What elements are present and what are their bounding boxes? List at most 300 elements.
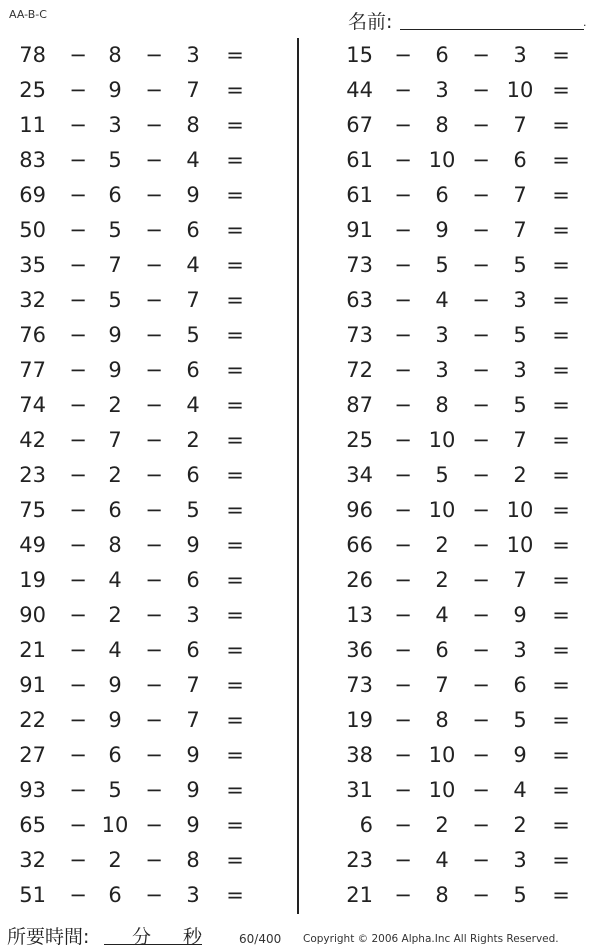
subtrahend-2: 6 — [186, 358, 200, 382]
minus-sign: − — [472, 778, 490, 802]
minuend: 36 — [346, 638, 373, 662]
minuend: 74 — [19, 393, 46, 417]
problem-row — [0, 143, 280, 178]
minus-sign: − — [69, 113, 87, 137]
minuend: 34 — [346, 463, 373, 487]
problem-row — [320, 353, 600, 388]
minus-sign: − — [472, 673, 490, 697]
subtrahend-1: 8 — [108, 43, 122, 67]
minuend: 63 — [346, 288, 373, 312]
problem-row — [320, 108, 600, 143]
problem-row — [320, 563, 600, 598]
equals-sign: = — [552, 113, 570, 137]
equals-sign: = — [552, 43, 570, 67]
equals-sign: = — [552, 813, 570, 837]
subtrahend-2: 8 — [186, 848, 200, 872]
subtrahend-2: 7 — [513, 568, 527, 592]
minus-sign: − — [145, 463, 163, 487]
minus-sign: − — [472, 568, 490, 592]
problem-row — [320, 843, 600, 878]
minus-sign: − — [69, 603, 87, 627]
minuend: 76 — [19, 323, 46, 347]
minus-sign: − — [394, 78, 412, 102]
subtrahend-2: 7 — [513, 113, 527, 137]
name-label: 名前: — [348, 11, 393, 33]
subtrahend-1: 2 — [108, 463, 122, 487]
minus-sign: − — [472, 498, 490, 522]
minuend: 49 — [19, 533, 46, 557]
minuend: 87 — [346, 393, 373, 417]
subtrahend-2: 3 — [513, 358, 527, 382]
minus-sign: − — [472, 533, 490, 557]
minus-sign: − — [472, 148, 490, 172]
subtrahend-1: 4 — [435, 848, 449, 872]
equals-sign: = — [226, 673, 244, 697]
equals-sign: = — [552, 883, 570, 907]
minus-sign: − — [145, 78, 163, 102]
subtrahend-2: 3 — [186, 43, 200, 67]
equals-sign: = — [552, 568, 570, 592]
subtrahend-2: 3 — [513, 43, 527, 67]
minus-sign: − — [69, 498, 87, 522]
minus-sign: − — [145, 288, 163, 312]
minus-sign: − — [472, 848, 490, 872]
problem-row — [320, 528, 600, 563]
subtrahend-1: 9 — [108, 708, 122, 732]
equals-sign: = — [552, 638, 570, 662]
subtrahend-2: 6 — [186, 463, 200, 487]
name-underline — [400, 29, 584, 30]
equals-sign: = — [552, 148, 570, 172]
minuend: 23 — [19, 463, 46, 487]
problem-row — [320, 143, 600, 178]
subtrahend-1: 10 — [428, 743, 456, 767]
problem-row — [0, 598, 280, 633]
minus-sign: − — [69, 393, 87, 417]
minus-sign: − — [69, 78, 87, 102]
problem-row — [0, 703, 280, 738]
subtrahend-1: 10 — [428, 778, 456, 802]
subtrahend-1: 3 — [435, 323, 449, 347]
minus-sign: − — [69, 218, 87, 242]
subtrahend-1: 2 — [435, 813, 449, 837]
subtrahend-1: 8 — [435, 883, 449, 907]
problem-row — [0, 878, 280, 913]
subtrahend-1: 4 — [435, 603, 449, 627]
minus-sign: − — [472, 708, 490, 732]
subtrahend-1: 8 — [108, 533, 122, 557]
minus-sign: − — [472, 813, 490, 837]
minus-sign: − — [69, 148, 87, 172]
minuend: 13 — [346, 603, 373, 627]
subtrahend-2: 8 — [186, 113, 200, 137]
subtrahend-1: 2 — [108, 848, 122, 872]
subtrahend-1: 5 — [435, 253, 449, 277]
subtrahend-2: 9 — [513, 603, 527, 627]
subtrahend-2: 7 — [186, 78, 200, 102]
subtrahend-2: 10 — [506, 498, 534, 522]
problem-row — [320, 493, 600, 528]
problem-row — [0, 738, 280, 773]
subtrahend-2: 9 — [186, 778, 200, 802]
minus-sign: − — [145, 393, 163, 417]
problem-row — [320, 808, 600, 843]
equals-sign: = — [552, 183, 570, 207]
minus-sign: − — [394, 638, 412, 662]
subtrahend-2: 5 — [513, 253, 527, 277]
minus-sign: − — [472, 883, 490, 907]
minus-sign: − — [145, 603, 163, 627]
problem-row — [320, 598, 600, 633]
minus-sign: − — [145, 218, 163, 242]
minus-sign: − — [394, 603, 412, 627]
subtrahend-2: 6 — [186, 568, 200, 592]
problem-row — [0, 213, 280, 248]
subtrahend-1: 6 — [108, 498, 122, 522]
equals-sign: = — [552, 673, 570, 697]
equals-sign: = — [552, 498, 570, 522]
equals-sign: = — [226, 428, 244, 452]
subtrahend-1: 8 — [435, 708, 449, 732]
subtrahend-1: 6 — [435, 183, 449, 207]
minus-sign: − — [145, 778, 163, 802]
subtrahend-1: 9 — [108, 78, 122, 102]
subtrahend-2: 3 — [513, 848, 527, 872]
minus-sign: − — [145, 113, 163, 137]
subtrahend-2: 6 — [186, 218, 200, 242]
equals-sign: = — [552, 743, 570, 767]
subtrahend-2: 9 — [186, 743, 200, 767]
minus-sign: − — [472, 253, 490, 277]
equals-sign: = — [226, 848, 244, 872]
minus-sign: − — [394, 778, 412, 802]
equals-sign: = — [552, 463, 570, 487]
subtrahend-1: 2 — [108, 393, 122, 417]
minuend: 50 — [19, 218, 46, 242]
minus-sign: − — [472, 463, 490, 487]
minus-sign: − — [69, 848, 87, 872]
equals-sign: = — [226, 78, 244, 102]
minuend: 61 — [346, 148, 373, 172]
minuend: 73 — [346, 323, 373, 347]
minus-sign: − — [394, 533, 412, 557]
equals-sign: = — [552, 288, 570, 312]
equals-sign: = — [552, 323, 570, 347]
subtrahend-1: 6 — [108, 183, 122, 207]
minus-sign: − — [472, 358, 490, 382]
subtrahend-1: 10 — [428, 498, 456, 522]
subtrahend-2: 9 — [513, 743, 527, 767]
equals-sign: = — [226, 638, 244, 662]
minus-sign: − — [394, 148, 412, 172]
minuend: 6 — [359, 813, 373, 837]
equals-sign: = — [226, 323, 244, 347]
minus-sign: − — [394, 743, 412, 767]
equals-sign: = — [226, 463, 244, 487]
equals-sign: = — [552, 708, 570, 732]
minuend: 23 — [346, 848, 373, 872]
minus-sign: − — [69, 883, 87, 907]
minus-sign: − — [394, 848, 412, 872]
minus-sign: − — [394, 393, 412, 417]
minuend: 22 — [19, 708, 46, 732]
subtrahend-2: 6 — [513, 148, 527, 172]
minus-sign: − — [145, 883, 163, 907]
minus-sign: − — [394, 218, 412, 242]
subtrahend-2: 4 — [186, 393, 200, 417]
equals-sign: = — [552, 533, 570, 557]
subtrahend-1: 10 — [428, 428, 456, 452]
minus-sign: − — [472, 113, 490, 137]
minuend: 77 — [19, 358, 46, 382]
minuend: 91 — [19, 673, 46, 697]
minus-sign: − — [145, 813, 163, 837]
subtrahend-2: 7 — [513, 428, 527, 452]
minus-sign: − — [145, 323, 163, 347]
problem-row — [0, 178, 280, 213]
problem-row — [320, 178, 600, 213]
minuend: 61 — [346, 183, 373, 207]
equals-sign: = — [552, 253, 570, 277]
minus-sign: − — [69, 813, 87, 837]
equals-sign: = — [552, 778, 570, 802]
equals-sign: = — [226, 43, 244, 67]
minuend: 69 — [19, 183, 46, 207]
subtrahend-2: 4 — [186, 253, 200, 277]
left-problem-column — [0, 38, 280, 913]
subtrahend-1: 10 — [101, 813, 129, 837]
minus-sign: − — [145, 358, 163, 382]
problem-row — [320, 458, 600, 493]
minus-sign: − — [145, 638, 163, 662]
minuend: 38 — [346, 743, 373, 767]
problem-row — [320, 73, 600, 108]
problem-row — [320, 318, 600, 353]
problem-row — [0, 73, 280, 108]
problem-row — [0, 563, 280, 598]
minus-sign: − — [69, 183, 87, 207]
minus-sign: − — [472, 183, 490, 207]
minuend: 19 — [346, 708, 373, 732]
subtrahend-1: 2 — [108, 603, 122, 627]
minus-sign: − — [69, 708, 87, 732]
minus-sign: − — [394, 568, 412, 592]
subtrahend-1: 3 — [108, 113, 122, 137]
minus-sign: − — [145, 148, 163, 172]
problem-row — [0, 318, 280, 353]
copyright: Copyright © 2006 Alpha.Inc All Rights Reserved. — [303, 933, 559, 945]
minus-sign: − — [394, 113, 412, 137]
subtrahend-1: 5 — [435, 463, 449, 487]
minuend: 11 — [19, 113, 46, 137]
subtrahend-2: 9 — [186, 813, 200, 837]
subtrahend-1: 6 — [435, 43, 449, 67]
minuend: 25 — [19, 78, 46, 102]
problem-row — [320, 38, 600, 73]
minus-sign: − — [394, 463, 412, 487]
minus-sign: − — [394, 673, 412, 697]
minuend: 32 — [19, 848, 46, 872]
minutes-label: 分 — [132, 926, 152, 948]
minus-sign: − — [472, 218, 490, 242]
equals-sign: = — [552, 218, 570, 242]
equals-sign: = — [226, 498, 244, 522]
minuend: 66 — [346, 533, 373, 557]
problem-row — [0, 458, 280, 493]
subtrahend-1: 7 — [435, 673, 449, 697]
minus-sign: − — [69, 323, 87, 347]
equals-sign: = — [226, 218, 244, 242]
minuend: 93 — [19, 778, 46, 802]
equals-sign: = — [552, 358, 570, 382]
problem-row — [320, 388, 600, 423]
minus-sign: − — [69, 253, 87, 277]
subtrahend-1: 2 — [435, 568, 449, 592]
problem-row — [0, 283, 280, 318]
subtrahend-2: 3 — [186, 603, 200, 627]
minus-sign: − — [472, 78, 490, 102]
subtrahend-2: 2 — [513, 463, 527, 487]
time-label: 所要時間: — [7, 926, 90, 948]
subtrahend-1: 4 — [108, 638, 122, 662]
problem-row — [0, 108, 280, 143]
minuend: 35 — [19, 253, 46, 277]
name-field[interactable] — [348, 6, 588, 32]
minus-sign: − — [472, 428, 490, 452]
name-line-end: . — [583, 16, 587, 29]
minus-sign: − — [394, 708, 412, 732]
minus-sign: − — [472, 288, 490, 312]
subtrahend-2: 6 — [513, 673, 527, 697]
problem-row — [0, 38, 280, 73]
minuend: 15 — [346, 43, 373, 67]
equals-sign: = — [226, 883, 244, 907]
equals-sign: = — [226, 533, 244, 557]
minuend: 75 — [19, 498, 46, 522]
problem-row — [320, 283, 600, 318]
minuend: 21 — [19, 638, 46, 662]
subtrahend-2: 5 — [186, 498, 200, 522]
minus-sign: − — [394, 883, 412, 907]
subtrahend-2: 3 — [186, 883, 200, 907]
minus-sign: − — [472, 393, 490, 417]
minus-sign: − — [69, 743, 87, 767]
minus-sign: − — [394, 498, 412, 522]
problem-row — [0, 808, 280, 843]
minus-sign: − — [394, 428, 412, 452]
subtrahend-1: 9 — [435, 218, 449, 242]
minus-sign: − — [145, 708, 163, 732]
minus-sign: − — [69, 568, 87, 592]
subtrahend-2: 5 — [513, 708, 527, 732]
minuend: 73 — [346, 673, 373, 697]
minus-sign: − — [472, 603, 490, 627]
minuend: 42 — [19, 428, 46, 452]
minus-sign: − — [472, 743, 490, 767]
minus-sign: − — [69, 43, 87, 67]
problem-row — [0, 668, 280, 703]
equals-sign: = — [226, 708, 244, 732]
subtrahend-2: 5 — [513, 393, 527, 417]
minus-sign: − — [472, 638, 490, 662]
minus-sign: − — [69, 428, 87, 452]
equals-sign: = — [226, 113, 244, 137]
problem-row — [0, 493, 280, 528]
subtrahend-1: 6 — [108, 883, 122, 907]
minus-sign: − — [394, 183, 412, 207]
problem-row — [0, 423, 280, 458]
equals-sign: = — [226, 778, 244, 802]
subtrahend-1: 6 — [435, 638, 449, 662]
problem-row — [320, 248, 600, 283]
subtrahend-2: 5 — [186, 323, 200, 347]
subtrahend-2: 9 — [186, 533, 200, 557]
minus-sign: − — [69, 638, 87, 662]
minus-sign: − — [145, 848, 163, 872]
minus-sign: − — [145, 568, 163, 592]
minus-sign: − — [145, 183, 163, 207]
minus-sign: − — [394, 813, 412, 837]
subtrahend-1: 7 — [108, 253, 122, 277]
equals-sign: = — [226, 603, 244, 627]
minus-sign: − — [394, 288, 412, 312]
minuend: 19 — [19, 568, 46, 592]
subtrahend-1: 2 — [435, 533, 449, 557]
equals-sign: = — [552, 428, 570, 452]
subtrahend-2: 4 — [513, 778, 527, 802]
problem-row — [0, 843, 280, 878]
subtrahend-2: 3 — [513, 638, 527, 662]
problem-row — [0, 388, 280, 423]
minuend: 83 — [19, 148, 46, 172]
problem-row — [0, 633, 280, 668]
minus-sign: − — [394, 253, 412, 277]
subtrahend-1: 10 — [428, 148, 456, 172]
equals-sign: = — [226, 393, 244, 417]
problem-row — [0, 773, 280, 808]
minus-sign: − — [69, 358, 87, 382]
minuend: 26 — [346, 568, 373, 592]
equals-sign: = — [226, 183, 244, 207]
minus-sign: − — [394, 43, 412, 67]
minuend: 32 — [19, 288, 46, 312]
column-divider — [297, 38, 299, 914]
subtrahend-1: 5 — [108, 218, 122, 242]
subtrahend-2: 2 — [513, 813, 527, 837]
minuend: 51 — [19, 883, 46, 907]
minus-sign: − — [145, 743, 163, 767]
minus-sign: − — [394, 323, 412, 347]
minus-sign: − — [69, 533, 87, 557]
subtrahend-2: 7 — [513, 218, 527, 242]
minuend: 72 — [346, 358, 373, 382]
subtrahend-1: 5 — [108, 288, 122, 312]
subtrahend-1: 5 — [108, 148, 122, 172]
minus-sign: − — [472, 43, 490, 67]
subtrahend-2: 7 — [186, 673, 200, 697]
equals-sign: = — [552, 603, 570, 627]
minuend: 90 — [19, 603, 46, 627]
subtrahend-2: 5 — [513, 883, 527, 907]
equals-sign: = — [226, 148, 244, 172]
minuend: 44 — [346, 78, 373, 102]
equals-sign: = — [226, 568, 244, 592]
minus-sign: − — [69, 778, 87, 802]
equals-sign: = — [226, 288, 244, 312]
problem-row — [320, 703, 600, 738]
subtrahend-2: 10 — [506, 78, 534, 102]
subtrahend-2: 4 — [186, 148, 200, 172]
